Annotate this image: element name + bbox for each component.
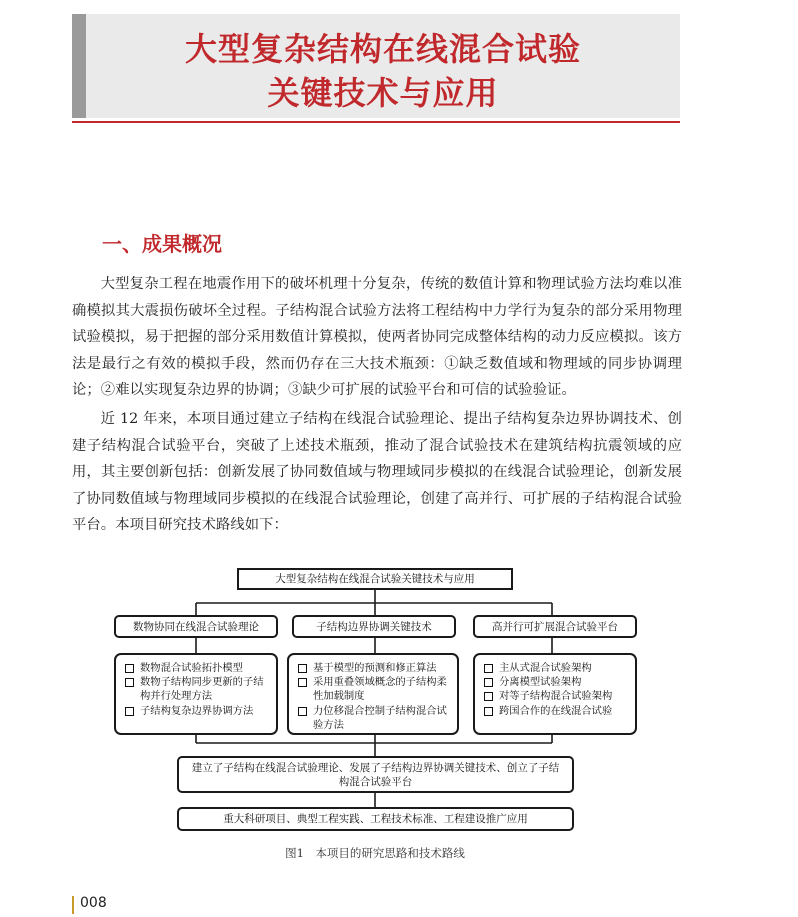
- branch-node-boundary: 子结构边界协调关键技术: [292, 615, 456, 638]
- branch-node-theory: 数物协同在线混合试验理论: [114, 615, 278, 638]
- list-item: 跨国合作的在线混合试验: [483, 704, 629, 718]
- body-paragraph: 大型复杂工程在地震作用下的破坏机理十分复杂，传统的数值计算和物理试验方法均难以准确模拟其大震损伤破坏全过程。子结构混合试验方法将工程结构中力学行为复杂的部分采用物理试验模拟，易于把握的部分采用数值计算模拟，使两者协同完成整体结构的动力反应模拟。该方法是最行之有效的模拟手段，然而仍存在三大技术瓶颈：①缺乏数值域和物理域的同步协调理论；②难以实现复杂边界的协调；③缺少可扩展的试验平台和可信的试验验证。: [72, 276, 682, 398]
- list-item: 数物子结构同步更新的子结构并行处理方法: [124, 675, 270, 703]
- list-item: 子结构复杂边界协调方法: [124, 704, 270, 718]
- body-paragraph: 近 12 年来，本项目通过建立子结构在线混合试验理论、提出子结构复杂边界协调技术、创建子结构混合试验平台，突破了上述技术瓶颈，推动了混合试验技术在建筑结构抗震领域的应用，其主要创新包括：创新发展了协同数值域与物理域同步模拟的在线混合试验理论，创新发展了协同数值域与物理域同步模拟的在线混合试验理论，创建了高并行、可扩展的子结构混合试验平台。本项目研究技术路线如下：: [72, 411, 682, 533]
- flowchart-top-node: 大型复杂结构在线混合试验关键技术与应用: [237, 568, 513, 590]
- page-title-line-1: 大型复杂结构在线混合试验: [184, 30, 581, 68]
- list-item: 力位移混合控制子结构混合试验方法: [297, 704, 451, 732]
- list-item: 对等子结构混合试验架构: [483, 689, 629, 703]
- outcome-node: 建立了子结构在线混合试验理论、发展了子结构边界协调关键技术、创立了子结构混合试验平台: [177, 756, 574, 793]
- list-item: 数物混合试验拓扑模型: [124, 661, 270, 675]
- application-node: 重大科研项目、典型工程实践、工程技术标准、工程建设推广应用: [177, 807, 574, 831]
- branch-list-theory: [114, 653, 278, 735]
- figure-caption: 图1 本项目的研究思路和技术路线: [285, 846, 465, 860]
- page-number: 008: [80, 895, 107, 911]
- section-heading: 一、成果概况: [102, 232, 222, 256]
- list-item: 采用重叠领域概念的子结构柔性加载制度: [297, 675, 451, 703]
- branch-node-platform: 高并行可扩展混合试验平台: [473, 615, 637, 638]
- branch-list-platform: [473, 653, 637, 735]
- list-item: 基于模型的预测和修正算法: [297, 661, 451, 675]
- list-item: 分离模型试验架构: [483, 675, 629, 689]
- branch-list-boundary: [287, 653, 459, 735]
- list-item: 主从式混合试验架构: [483, 661, 629, 675]
- page-title-line-2: 关键技术与应用: [267, 74, 499, 112]
- page-number-marker: [72, 896, 74, 914]
